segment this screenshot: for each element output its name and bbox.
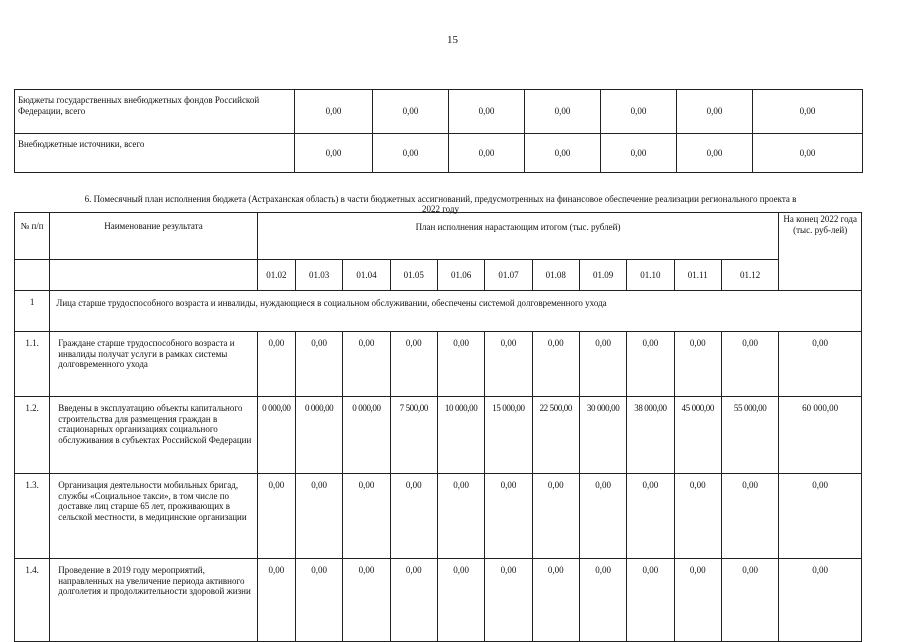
header-row: [15, 213, 862, 260]
cell-value: 55 000,00: [721, 397, 778, 474]
cell-value: 0,00: [485, 332, 532, 397]
cell-value: 0,00: [295, 134, 373, 173]
cell-value: 0,00: [579, 559, 626, 642]
cell-value: 0,00: [437, 332, 484, 397]
budget-sources-table: [14, 89, 863, 173]
cell-value: 45 000,00: [674, 397, 721, 474]
month-header: 01.09: [579, 260, 626, 291]
empty-cell: [15, 260, 50, 291]
row-num: 1.2.: [15, 397, 50, 474]
cell-value: 0 000,00: [295, 397, 342, 474]
cell-value: 0,00: [579, 474, 626, 559]
cell-value: 0,00: [437, 559, 484, 642]
cell-value: 7 500,00: [390, 397, 437, 474]
result-name: Организация деятельности мобильных бригад, службы «Социальное такси», в том числе по доставке лиц старше 65 лет, проживающих в сельской местности, в медицинские организации: [50, 474, 257, 559]
result-name: Введены в эксплуатацию объекты капитального строительства для размещения граждан в стационарных организациях социального обслуживания в субъектах Российской Федерации: [50, 397, 257, 474]
cell-value: 0,00: [674, 559, 721, 642]
cell-value: 0,00: [449, 134, 525, 173]
cell-total: 0,00: [779, 559, 862, 642]
cell-value: 0,00: [373, 134, 449, 173]
cell-value: 0,00: [343, 559, 390, 642]
cell-value: 0,00: [295, 332, 342, 397]
cell-value: 0,00: [295, 559, 342, 642]
cell-value: 0,00: [721, 332, 778, 397]
cell-value: 0,00: [390, 332, 437, 397]
month-header: 01.02: [257, 260, 295, 291]
monthly-plan-table: [14, 212, 862, 642]
group-num: 1: [15, 291, 50, 332]
month-header: 01.08: [532, 260, 579, 291]
cell-value: 0,00: [627, 332, 674, 397]
cell-value: 0,00: [532, 332, 579, 397]
cell-value: 0,00: [601, 90, 677, 134]
group-title: Лица старше трудоспособного возраста и инвалиды, нуждающиеся в социальном обслуживании, обеспечены системой долговременного ухода: [50, 291, 862, 332]
header-num: № п/п: [15, 213, 50, 260]
cell-value: 0,00: [627, 559, 674, 642]
cell-value: 0,00: [257, 559, 295, 642]
row-label: Бюджеты государственных внебюджетных фондов Российской Федерации, всего: [15, 90, 295, 134]
header-name: Наименование результата: [50, 213, 257, 260]
header-year-end: На конец 2022 года (тыс. руб-лей): [779, 213, 862, 291]
month-header: 01.06: [437, 260, 484, 291]
cell-value: 0,00: [753, 90, 863, 134]
month-header: 01.11: [674, 260, 721, 291]
table-row: [15, 474, 862, 559]
cell-value: 0,00: [449, 90, 525, 134]
cell-value: 0,00: [343, 474, 390, 559]
result-name: Проведение в 2019 году мероприятий, направленных на увеличение периода активного долголетия и продолжительности здоровой жизни: [50, 559, 257, 642]
cell-value: 0,00: [674, 474, 721, 559]
cell-value: 0,00: [579, 332, 626, 397]
cell-value: 0,00: [721, 559, 778, 642]
row-num: 1.4.: [15, 559, 50, 642]
cell-value: 0,00: [753, 134, 863, 173]
header-plan: План исполнения нарастающим итогом (тыс. рублей): [257, 213, 779, 260]
cell-value: 0,00: [627, 474, 674, 559]
row-num: 1.3.: [15, 474, 50, 559]
cell-value: 0,00: [257, 332, 295, 397]
month-header: 01.04: [343, 260, 390, 291]
cell-value: 0,00: [677, 90, 753, 134]
group-row: [15, 291, 862, 332]
cell-value: 0,00: [437, 474, 484, 559]
table-row: [15, 559, 862, 642]
cell-value: 0 000,00: [343, 397, 390, 474]
row-num: 1.1.: [15, 332, 50, 397]
cell-value: 0,00: [390, 559, 437, 642]
cell-value: 22 500,00: [532, 397, 579, 474]
cell-value: 0,00: [295, 474, 342, 559]
cell-value: 0,00: [257, 474, 295, 559]
cell-value: 0,00: [674, 332, 721, 397]
cell-total: 60 000,00: [779, 397, 862, 474]
month-header: 01.10: [627, 260, 674, 291]
table-row: [15, 397, 862, 474]
month-header: 01.03: [295, 260, 342, 291]
table-row: [15, 134, 863, 173]
cell-value: 38 000,00: [627, 397, 674, 474]
empty-cell: [50, 260, 257, 291]
cell-value: 10 000,00: [437, 397, 484, 474]
table-row: [15, 332, 862, 397]
cell-value: 0,00: [532, 474, 579, 559]
cell-value: 0 000,00: [257, 397, 295, 474]
cell-value: 0,00: [485, 474, 532, 559]
cell-value: 0,00: [390, 474, 437, 559]
row-label: Внебюджетные источники, всего: [15, 134, 295, 173]
caption-line: 2022 году: [421, 204, 460, 214]
month-header: 01.12: [721, 260, 778, 291]
cell-value: 0,00: [525, 90, 601, 134]
cell-value: 0,00: [532, 559, 579, 642]
cell-value: 15 000,00: [485, 397, 532, 474]
cell-value: 0,00: [525, 134, 601, 173]
table-row: [15, 90, 863, 134]
cell-value: 0,00: [677, 134, 753, 173]
page-number: 15: [447, 34, 458, 46]
month-header: 01.07: [485, 260, 532, 291]
caption-line: 6. Помесячный план исполнения бюджета (Астраханская область) в части бюджетных ассигнований, предусмотренных на финансовое обеспечение реализации регионального проекта в: [84, 194, 797, 204]
cell-total: 0,00: [779, 332, 862, 397]
section-caption: [18, 194, 863, 214]
months-row: [15, 260, 862, 291]
cell-value: 30 000,00: [579, 397, 626, 474]
cell-value: 0,00: [601, 134, 677, 173]
cell-value: 0,00: [721, 474, 778, 559]
cell-value: 0,00: [485, 559, 532, 642]
cell-total: 0,00: [779, 474, 862, 559]
result-name: Граждане старше трудоспособного возраста и инвалиды получат услуги в рамках системы долговременного ухода: [50, 332, 257, 397]
month-header: 01.05: [390, 260, 437, 291]
cell-value: 0,00: [373, 90, 449, 134]
cell-value: 0,00: [343, 332, 390, 397]
cell-value: 0,00: [295, 90, 373, 134]
